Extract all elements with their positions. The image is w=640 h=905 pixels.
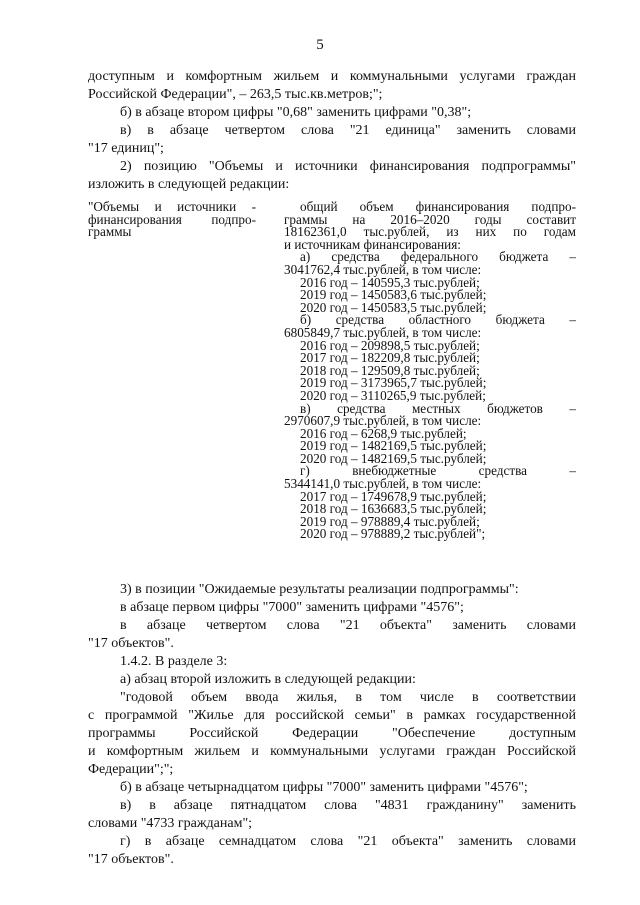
table-right-line: и источникам финансирования: <box>284 236 461 252</box>
text-line: 3) в позиции "Ожидаемые результаты реализации подпрограммы": <box>120 582 519 597</box>
text-line: Федерации";"; <box>88 762 174 777</box>
text-line: б) в абзаце втором цифры "0,68" заменить цифрами "0,38"; <box>120 105 472 120</box>
text-line: б) в абзаце четырнадцатом цифры "7000" заменить цифрами "4576"; <box>120 780 528 795</box>
table-right-line: 2018 год – 1636683,5 тыс.рублей; <box>300 501 487 517</box>
text-line: "17 объектов". <box>88 636 174 651</box>
table-right-line: 2016 год – 209898,5 тыс.рублей; <box>300 337 480 353</box>
table-right-line: 2018 год – 129509,8 тыс.рублей; <box>300 362 480 378</box>
table-right-line: 2020 год – 3110265,9 тыс.рублей; <box>300 387 486 403</box>
table-right-line: 2016 год – 140595,3 тыс.рублей; <box>300 274 480 290</box>
table-right-line: 2020 год – 1482169,5 тыс.рублей; <box>300 450 487 466</box>
text-line: в) в абзаце пятнадцатом слова "4831 гражданину" заменить <box>120 798 576 813</box>
table-right-line: б) средства областного бюджета – <box>300 312 576 328</box>
table-left-line: "Объемы и источники - <box>88 199 256 214</box>
text-line: Российской Федерации", – 263,5 тыс.кв.метров;"; <box>88 87 383 102</box>
table-right-line: граммы на 2016–2020 годы составит <box>284 211 576 227</box>
table-right-line: в) средства местных бюджетов – <box>300 400 576 416</box>
table-right-line: 3041762,4 тыс.рублей, в том числе: <box>284 261 482 277</box>
table-right-line: 5344141,0 тыс.рублей, в том числе: <box>284 476 482 492</box>
text-line: программы Российской Федерации "Обеспечение доступным <box>88 726 576 741</box>
text-line: в абзаце четвертом слова "21 объекта" заменить словами <box>120 618 576 633</box>
text-line: "17 единиц"; <box>88 141 164 156</box>
table-left-cell <box>88 201 256 239</box>
table-right-line: 2020 год – 1450583,5 тыс.рублей; <box>300 299 487 315</box>
text-line: доступным и комфортным жильем и коммунальными услугами граждан <box>88 69 576 84</box>
table-right-line: 2016 год – 6268,9 тыс.рублей; <box>300 425 467 441</box>
table-right-line: а) средства федерального бюджета – <box>300 249 576 265</box>
text-line: "17 объектов". <box>88 852 174 867</box>
table-right-line: 2019 год – 1450583,6 тыс.рублей; <box>300 287 487 303</box>
table-right-line: 2019 год – 3173965,7 тыс.рублей; <box>300 375 487 391</box>
table-right-line: 18162361,0 тыс.рублей, из них по годам <box>284 224 576 240</box>
text-line: а) абзац второй изложить в следующей редакции: <box>120 672 416 687</box>
table-right-line: 2019 год – 1482169,5 тыс.рублей; <box>300 438 487 454</box>
table-right-line: общий объем финансирования подпро- <box>300 199 576 214</box>
text-line: 2) позицию "Объемы и источники финансирования подпрограммы" <box>120 159 576 174</box>
table-right-line: г) внебюджетные средства – <box>300 463 576 479</box>
text-line: в) в абзаце четвертом слова "21 единица" заменить словами <box>120 123 576 138</box>
table-right-line: 2020 год – 978889,2 тыс.рублей"; <box>300 526 486 542</box>
table-right-line: 6805849,7 тыс.рублей, в том числе: <box>284 324 482 340</box>
page-number: 5 <box>316 37 324 53</box>
table-left-line: финансирования подпро- <box>88 211 256 227</box>
text-line: г) в абзаце семнадцатом слова "21 объекта" заменить словами <box>120 834 576 849</box>
text-line: словами "4733 гражданам"; <box>88 816 253 831</box>
table-right-line: 2019 год – 978889,4 тыс.рублей; <box>300 513 480 529</box>
financing-table <box>88 201 576 579</box>
text-line: изложить в следующей редакции: <box>88 177 290 192</box>
document-body <box>88 68 576 869</box>
text-line: и комфортным жильем и коммунальными услугами граждан Российской <box>88 744 576 759</box>
table-right-line: 2017 год – 1749678,9 тыс.рублей; <box>300 488 487 504</box>
table-left-line: граммы <box>88 224 132 240</box>
text-line: в абзаце первом цифры "7000" заменить цифрами "4576"; <box>120 600 464 615</box>
text-line: 1.4.2. В разделе 3: <box>120 654 228 669</box>
table-right-line: 2017 год – 182209,8 тыс.рублей; <box>300 350 480 366</box>
table-right-line: 2970607,9 тыс.рублей, в том числе: <box>284 413 482 429</box>
table-right-cell <box>284 201 576 541</box>
text-line: с программой "Жилье для российской семьи" в рамках государственной <box>88 708 576 723</box>
text-line: "годовой объем ввода жилья, в том числе в соответствии <box>120 690 576 705</box>
